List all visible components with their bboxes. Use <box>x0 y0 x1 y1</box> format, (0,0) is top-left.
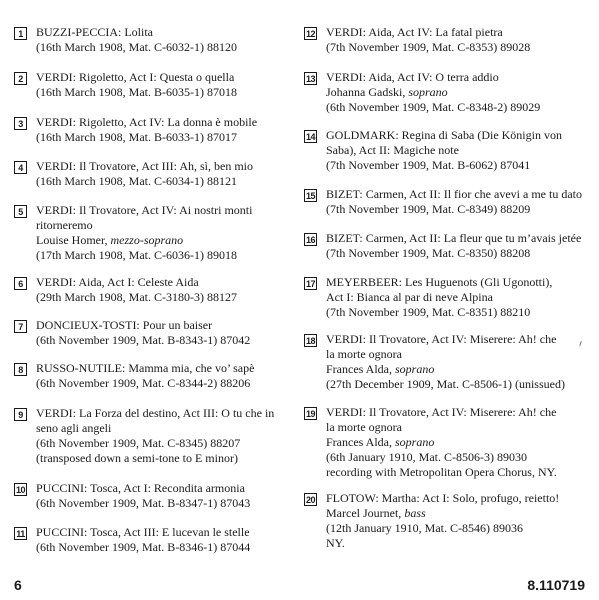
voice-type: bass <box>404 506 426 520</box>
track-line: (7th November 1909, Mat. B-6062) 87041 <box>326 158 531 172</box>
catalogue-number: 8.110719 <box>527 577 585 593</box>
track-details <box>36 361 254 391</box>
track-entry <box>14 25 237 55</box>
track-details <box>326 405 557 480</box>
track-number: 3 <box>14 117 27 130</box>
track-number: 15 <box>305 190 315 201</box>
track-number: 17 <box>305 278 315 289</box>
track-number: 16 <box>305 234 315 245</box>
track-number: 9 <box>14 408 27 421</box>
performer-name: Frances Alda, <box>326 435 395 449</box>
track-line: Act I: Bianca al par di neve Alpina <box>326 290 493 304</box>
voice-type: soprano <box>394 362 435 376</box>
track-number: 13 <box>305 73 315 84</box>
stray-mark <box>579 341 581 346</box>
track-line: (29th March 1908, Mat. C-3180-3) 88127 <box>36 290 237 304</box>
track-details <box>326 128 562 173</box>
track-details <box>36 525 250 555</box>
track-line: VERDI: Il Trovatore, Act IV: Miserere: Ah! che <box>326 405 557 419</box>
track-line: ritorneremo <box>36 218 93 232</box>
track-number: 7 <box>14 320 27 333</box>
track-line: VERDI: Rigoletto, Act I: Questa o quella <box>36 70 235 84</box>
track-line: BIZET: Carmen, Act II: Il fior che avevi a me tu dato <box>326 187 582 201</box>
track-line: VERDI: Il Trovatore, Act IV: Ai nostri monti <box>36 203 253 217</box>
track-line: DONCIEUX-TOSTI: Pour un baiser <box>36 318 213 332</box>
track-line: (7th November 1909, Mat. C-8353) 89028 <box>326 40 531 54</box>
track-number: 4 <box>14 161 27 174</box>
track-details <box>326 275 552 320</box>
track-line: (17th March 1908, Mat. C-6036-1) 89018 <box>36 248 237 262</box>
track-entry <box>304 231 581 261</box>
track-line: VERDI: Aida, Act I: Celeste Aida <box>36 275 199 289</box>
track-number: 20 <box>305 494 315 505</box>
track-line: seno agli angeli <box>36 421 112 435</box>
voice-type: soprano <box>394 435 435 449</box>
track-line: (16th March 1908, Mat. B-6035-1) 87018 <box>36 85 237 99</box>
track-line: VERDI: Il Trovatore, Act III: Ah, sì, ben mio <box>36 159 253 173</box>
track-line: (27th December 1909, Mat. C-8506-1) (unissued) <box>326 377 565 391</box>
track-line: GOLDMARK: Regina di Saba (Die Königin von <box>326 128 562 142</box>
track-number: 10 <box>15 484 25 495</box>
track-line: MEYERBEER: Les Huguenots (Gli Ugonotti), <box>326 275 553 289</box>
track-details <box>36 406 274 466</box>
performer-name: Louise Homer, <box>36 233 111 247</box>
track-line: (16th March 1908, Mat. B-6033-1) 87017 <box>36 130 237 144</box>
track-line: la morte ognora <box>326 347 402 361</box>
track-details <box>36 159 253 189</box>
track-details <box>326 231 581 261</box>
track-entry <box>304 25 530 55</box>
track-number: 18 <box>305 335 315 346</box>
track-line: (6th November 1909, Mat. C-8345) 88207 <box>36 436 241 450</box>
page-number: 6 <box>14 577 22 593</box>
track-details <box>36 318 250 348</box>
track-number: 19 <box>305 408 315 419</box>
track-line: VERDI: Aida, Act IV: O terra addio <box>326 70 499 84</box>
track-line: (12th January 1910, Mat. C-8546) 89036 <box>326 521 523 535</box>
track-number: 14 <box>305 131 315 142</box>
track-details <box>36 25 237 55</box>
track-entry <box>14 361 254 391</box>
track-entry <box>14 481 250 511</box>
voice-type: mezzo-soprano <box>110 233 184 247</box>
track-entry <box>14 406 274 466</box>
track-line: VERDI: Aida, Act IV: La fatal pietra <box>326 25 503 39</box>
track-entry <box>304 491 559 551</box>
track-line: (6th November 1909, Mat. B-8343-1) 87042 <box>36 333 251 347</box>
track-number: 1 <box>14 27 27 40</box>
track-line: (6th November 1909, Mat. C-8348-2) 89029 <box>326 100 541 114</box>
performer-name: Johanna Gadski, <box>326 85 409 99</box>
track-entry <box>304 187 582 217</box>
track-line: NY. <box>326 536 345 550</box>
track-line: BUZZI-PECCIA: Lolita <box>36 25 153 39</box>
track-line: BIZET: Carmen, Act II: La fleur que tu m’avais jetée <box>326 231 582 245</box>
track-details <box>36 275 237 305</box>
track-line: FLOTOW: Martha: Act I: Solo, profugo, reietto! <box>326 491 560 505</box>
track-entry <box>304 332 565 392</box>
track-line: Saba), Act II: Magiche note <box>326 143 459 157</box>
track-line: la morte ognora <box>326 420 402 434</box>
track-details <box>36 481 250 511</box>
track-number: 11 <box>14 527 27 540</box>
track-entry <box>14 318 250 348</box>
track-line: VERDI: La Forza del destino, Act III: O tu che in <box>36 406 275 420</box>
performer-name: Marcel Journet, <box>326 506 405 520</box>
track-line: (transposed down a semi-tone to E minor) <box>36 451 238 465</box>
track-line: PUCCINI: Tosca, Act I: Recondita armonia <box>36 481 245 495</box>
track-details <box>326 332 565 392</box>
track-line: (16th March 1908, Mat. C-6032-1) 88120 <box>36 40 237 54</box>
track-line: VERDI: Il Trovatore, Act IV: Miserere: Ah! che <box>326 332 557 346</box>
track-line: (7th November 1909, Mat. C-8349) 88209 <box>326 202 531 216</box>
track-number: 6 <box>14 277 27 290</box>
track-line: (6th January 1910, Mat. C-8506-3) 89030 <box>326 450 527 464</box>
track-entry <box>14 203 252 263</box>
track-line <box>326 435 557 450</box>
track-line: RUSSO-NUTILE: Mamma mia, che vo’ sapè <box>36 361 255 375</box>
track-details <box>36 115 257 145</box>
track-line: VERDI: Rigoletto, Act IV: La donna è mobile <box>36 115 258 129</box>
track-number: 8 <box>14 363 27 376</box>
track-line: (6th November 1909, Mat. B-8346-1) 87044 <box>36 540 251 554</box>
track-entry <box>14 159 253 189</box>
track-entry <box>14 525 250 555</box>
track-entry <box>14 115 257 145</box>
voice-type: soprano <box>408 85 448 99</box>
track-details <box>326 70 540 115</box>
track-entry <box>14 70 237 100</box>
track-line <box>326 85 540 100</box>
track-details <box>326 187 582 217</box>
track-line: (16th March 1908, Mat. C-6034-1) 88121 <box>36 174 237 188</box>
track-line: (6th November 1909, Mat. C-8344-2) 88206 <box>36 376 251 390</box>
track-line: PUCCINI: Tosca, Act III: E lucevan le stelle <box>36 525 250 539</box>
track-line <box>326 362 565 377</box>
track-line: recording with Metropolitan Opera Chorus, NY. <box>326 465 557 479</box>
track-entry <box>304 405 557 480</box>
track-entry <box>304 275 552 320</box>
track-entry <box>304 128 562 173</box>
track-details <box>36 203 252 263</box>
track-number: 12 <box>305 28 315 39</box>
track-line: (7th November 1909, Mat. C-8351) 88210 <box>326 305 531 319</box>
track-entry <box>304 70 540 115</box>
track-line: (6th November 1909, Mat. B-8347-1) 87043 <box>36 496 251 510</box>
track-entry <box>14 275 237 305</box>
track-number: 5 <box>14 205 27 218</box>
track-line <box>326 506 559 521</box>
track-number: 2 <box>14 72 27 85</box>
track-line <box>36 233 252 248</box>
performer-name: Frances Alda, <box>326 362 395 376</box>
track-line: (7th November 1909, Mat. C-8350) 88208 <box>326 246 531 260</box>
track-details <box>326 25 530 55</box>
track-details <box>326 491 559 551</box>
track-details <box>36 70 237 100</box>
